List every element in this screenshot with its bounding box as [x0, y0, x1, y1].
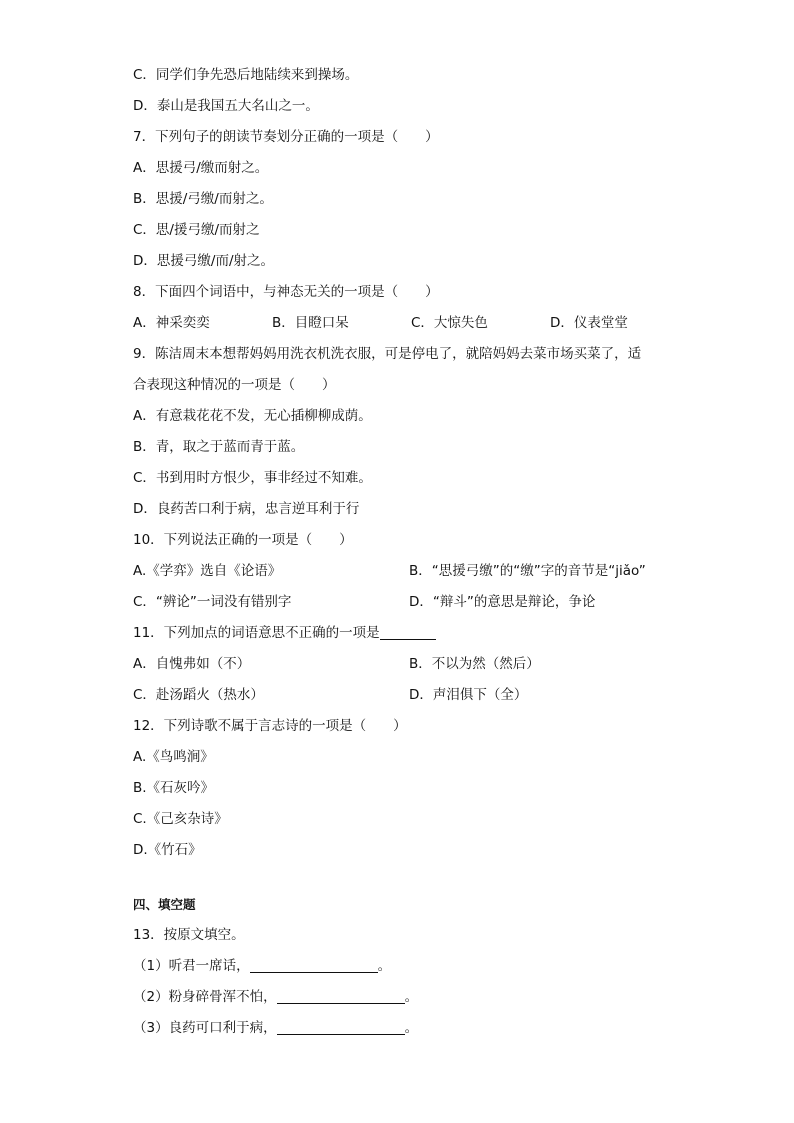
- option-line: B．青，取之于蓝而青于蓝。: [133, 439, 305, 455]
- option: A．自愧弗如（不）: [133, 656, 251, 672]
- question-11-text: 11．下列加点的词语意思不正确的一项是: [133, 625, 380, 641]
- answer-blank[interactable]: [250, 954, 378, 973]
- fill-item: [133, 982, 693, 1013]
- option: D．仪表堂堂: [550, 315, 628, 331]
- question-10-options-row: [133, 587, 693, 618]
- question-10-stem: 10．下列说法正确的一项是（ ）: [133, 532, 353, 548]
- option: A.《学弈》选自《论语》: [133, 563, 282, 579]
- option: D．声泪俱下（全）: [409, 687, 528, 703]
- option-line: A．思援弓/缴而射之。: [133, 160, 269, 176]
- question-12-stem: 12．下列诗歌不属于言志诗的一项是（ ）: [133, 718, 407, 734]
- question-8-options: [133, 308, 693, 339]
- option-line: D．泰山是我国五大名山之一。: [133, 98, 319, 114]
- option-line: C.《己亥杂诗》: [133, 811, 228, 827]
- fill-item-label: （3）良药可口利于病，: [133, 1020, 277, 1036]
- option-line: B．思援/弓缴/而射之。: [133, 191, 273, 207]
- option: C．赴汤蹈火（热水）: [133, 687, 264, 703]
- option: C．大惊失色: [411, 315, 488, 331]
- option-line: A.《鸟鸣涧》: [133, 749, 214, 765]
- fill-item-label: （2）粉身碎骨浑不怕，: [133, 989, 277, 1005]
- fill-item-end: 。: [377, 958, 392, 974]
- option-line: C．书到用时方恨少，事非经过不知难。: [133, 470, 372, 486]
- question-7-stem: 7．下列句子的朗读节奏划分正确的一项是（ ）: [133, 129, 439, 145]
- option-line: B.《石灰吟》: [133, 780, 215, 796]
- option: B．“思援弓缴”的“缴”字的音节是“jiǎo”: [409, 563, 646, 579]
- question-9-stem-cont: 合表现这种情况的一项是（ ）: [133, 377, 336, 393]
- fill-item-end: 。: [404, 1020, 419, 1036]
- option: B．目瞪口呆: [272, 315, 349, 331]
- option: A．神采奕奕: [133, 315, 210, 331]
- question-8-stem: 8．下面四个词语中，与神态无关的一项是（ ）: [133, 284, 439, 300]
- option-line: A．有意栽花花不发，无心插柳柳成荫。: [133, 408, 372, 424]
- fill-item: [133, 1013, 693, 1044]
- question-9-stem: 9．陈洁周末本想帮妈妈用洗衣机洗衣服，可是停电了，就陪妈妈去菜市场买菜了，适: [133, 346, 642, 362]
- document-page: [133, 60, 693, 1044]
- section-heading: 四、填空题: [133, 897, 196, 912]
- option-line: D．思援弓缴/而/射之。: [133, 253, 274, 269]
- answer-blank[interactable]: [277, 1016, 405, 1035]
- question-13-stem: 13．按原文填空。: [133, 927, 245, 943]
- option-line: C．同学们争先恐后地陆续来到操场。: [133, 67, 359, 83]
- question-11-options-row: [133, 680, 693, 711]
- answer-blank[interactable]: [277, 985, 405, 1004]
- question-11-stem: [133, 618, 693, 649]
- fill-item-end: 。: [404, 989, 419, 1005]
- option-line: C．思/援弓缴/而射之: [133, 222, 260, 238]
- option: C．“辨论”一词没有错别字: [133, 594, 292, 610]
- fill-item: [133, 951, 693, 982]
- answer-blank[interactable]: [380, 621, 436, 640]
- option: D．“辩斗”的意思是辩论，争论: [409, 594, 596, 610]
- fill-item-label: （1）听君一席话，: [133, 958, 250, 974]
- question-11-options-row: [133, 649, 693, 680]
- option-line: D．良药苦口利于病，忠言逆耳利于行: [133, 501, 360, 517]
- option: B．不以为然（然后）: [409, 656, 540, 672]
- question-10-options-row: [133, 556, 693, 587]
- option-line: D.《竹石》: [133, 842, 202, 858]
